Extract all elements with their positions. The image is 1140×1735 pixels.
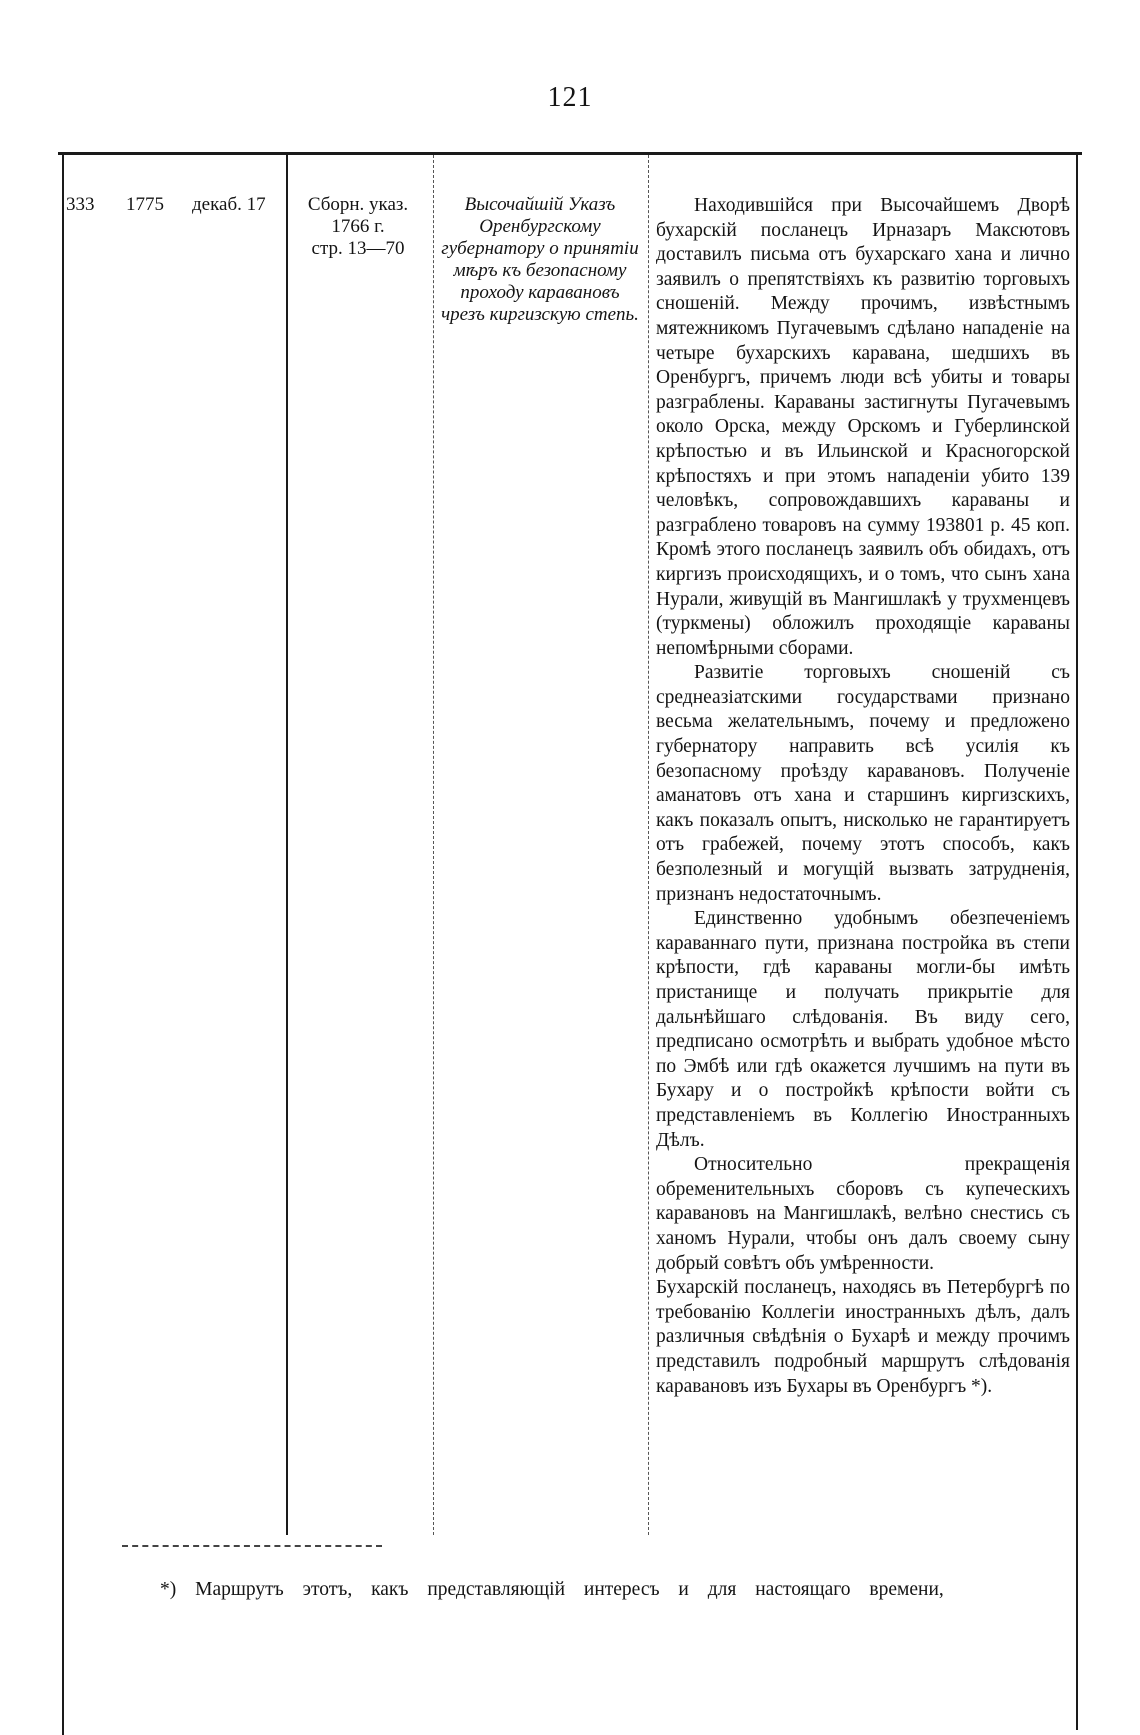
entry-year: 1775 [126, 194, 164, 215]
column-divider-right [1076, 155, 1078, 1730]
footnote-separator [122, 1545, 382, 1547]
column-divider-source-title [433, 155, 434, 1535]
entry-number: 333 [66, 194, 95, 215]
footnote: *) Маршрутъ этотъ, какъ представляющій интересъ и для настоящаго времени, [160, 1579, 944, 1600]
entry-source [286, 194, 430, 260]
source-line-2: 1766 г. [331, 216, 385, 237]
column-divider-date-source [286, 155, 288, 1535]
content-paragraph-2: Развитіе торговыхъ сношеній съ среднеазіатскими государствами признано весьма желательнымъ, почему и предложено губернатору направить всѣ усилія къ безопасному проѣзду каравановъ. Полученіе аманатовъ отъ хана и старшинъ киргизскихъ, какъ показалъ опытъ, нисколько не гарантируетъ отъ грабежей, почему этотъ способъ, какъ безполезный и могущій вызвать затрудненія, признанъ недостаточнымъ. [656, 662, 1070, 905]
table-top-rule [58, 152, 1082, 155]
entry-title: Высочайшій Указъ Оренбургскому губернатору о принятіи мѣръ къ безопасному проходу каравановъ чрезъ киргизскую степь. [441, 194, 639, 325]
column-divider-title-content [648, 155, 649, 1535]
content-paragraph-3: Единственно удобнымъ обезпеченіемъ караваннаго пути, признана постройка въ степи крѣпости, гдѣ караваны могли-бы имѣть пристанище и получать прикрытіе для дальнѣйшаго слѣдованія. Въ виду сего, предписано осмотрѣть и выбрать удобное мѣсто по Эмбѣ или гдѣ окажется лучшимъ на пути въ Бухару и о постройкѣ крѣпости войти съ представленіемъ въ Коллегію Иностранныхъ Дѣлъ. [656, 908, 1070, 1151]
content-paragraph-4: Относительно прекращенія обременительныхъ сборовъ съ купеческихъ каравановъ на Мангишлакѣ, велѣно снестись съ ханомъ Нурали, чтобы онъ далъ своему сыну добрый совѣтъ объ умѣренности. [656, 1154, 1070, 1274]
source-line-3: стр. 13—70 [311, 238, 405, 259]
page-number: 121 [547, 82, 593, 113]
entry-content [656, 194, 1070, 1399]
column-divider-left [62, 155, 64, 1735]
source-line-1: Сборн. указ. [307, 194, 409, 215]
content-paragraph-1: Находившійся при Высочайшемъ Дворѣ бухарскій посланецъ Ирназаръ Максютовъ доставилъ письма отъ бухарскаго хана и лично заявилъ о препятствіяхъ къ развитію торговыхъ сношеній. Между прочимъ, извѣстнымъ мятежникомъ Пугачевымъ сдѣлано нападеніе на четыре бухарскихъ каравана, шедшихъ въ Оренбургъ, причемъ люди всѣ убиты и товары разграблены. Караваны застигнуты Пугачевымъ около Орска, между Орскомъ и Губерлинской крѣпостью и въ Ильинской и Красногорской крѣпостяхъ и при этомъ нападеніи убито 139 человѣкъ, сопровождавшихъ караваны и разграблено товаровъ на сумму 193801 р. 45 коп. Кромѣ этого посланецъ заявилъ объ обидахъ, отъ киргизъ происходящихъ, и о томъ, что сынъ хана Нурали, живущій въ Мангишлакѣ у трухменцевъ (туркмены) обложилъ проходящіе караваны непомѣрными сборами. [656, 195, 1070, 659]
content-paragraph-5: Бухарскій посланецъ, находясь въ Петербургѣ по требованію Коллегіи иностранныхъ дѣлъ, далъ различныя свѣдѣнія о Бухарѣ и между прочимъ представилъ подробный маршрутъ слѣдованія каравановъ изъ Бухары въ Оренбургъ *). [656, 1277, 1070, 1397]
entry-date: декаб. 17 [192, 194, 266, 215]
